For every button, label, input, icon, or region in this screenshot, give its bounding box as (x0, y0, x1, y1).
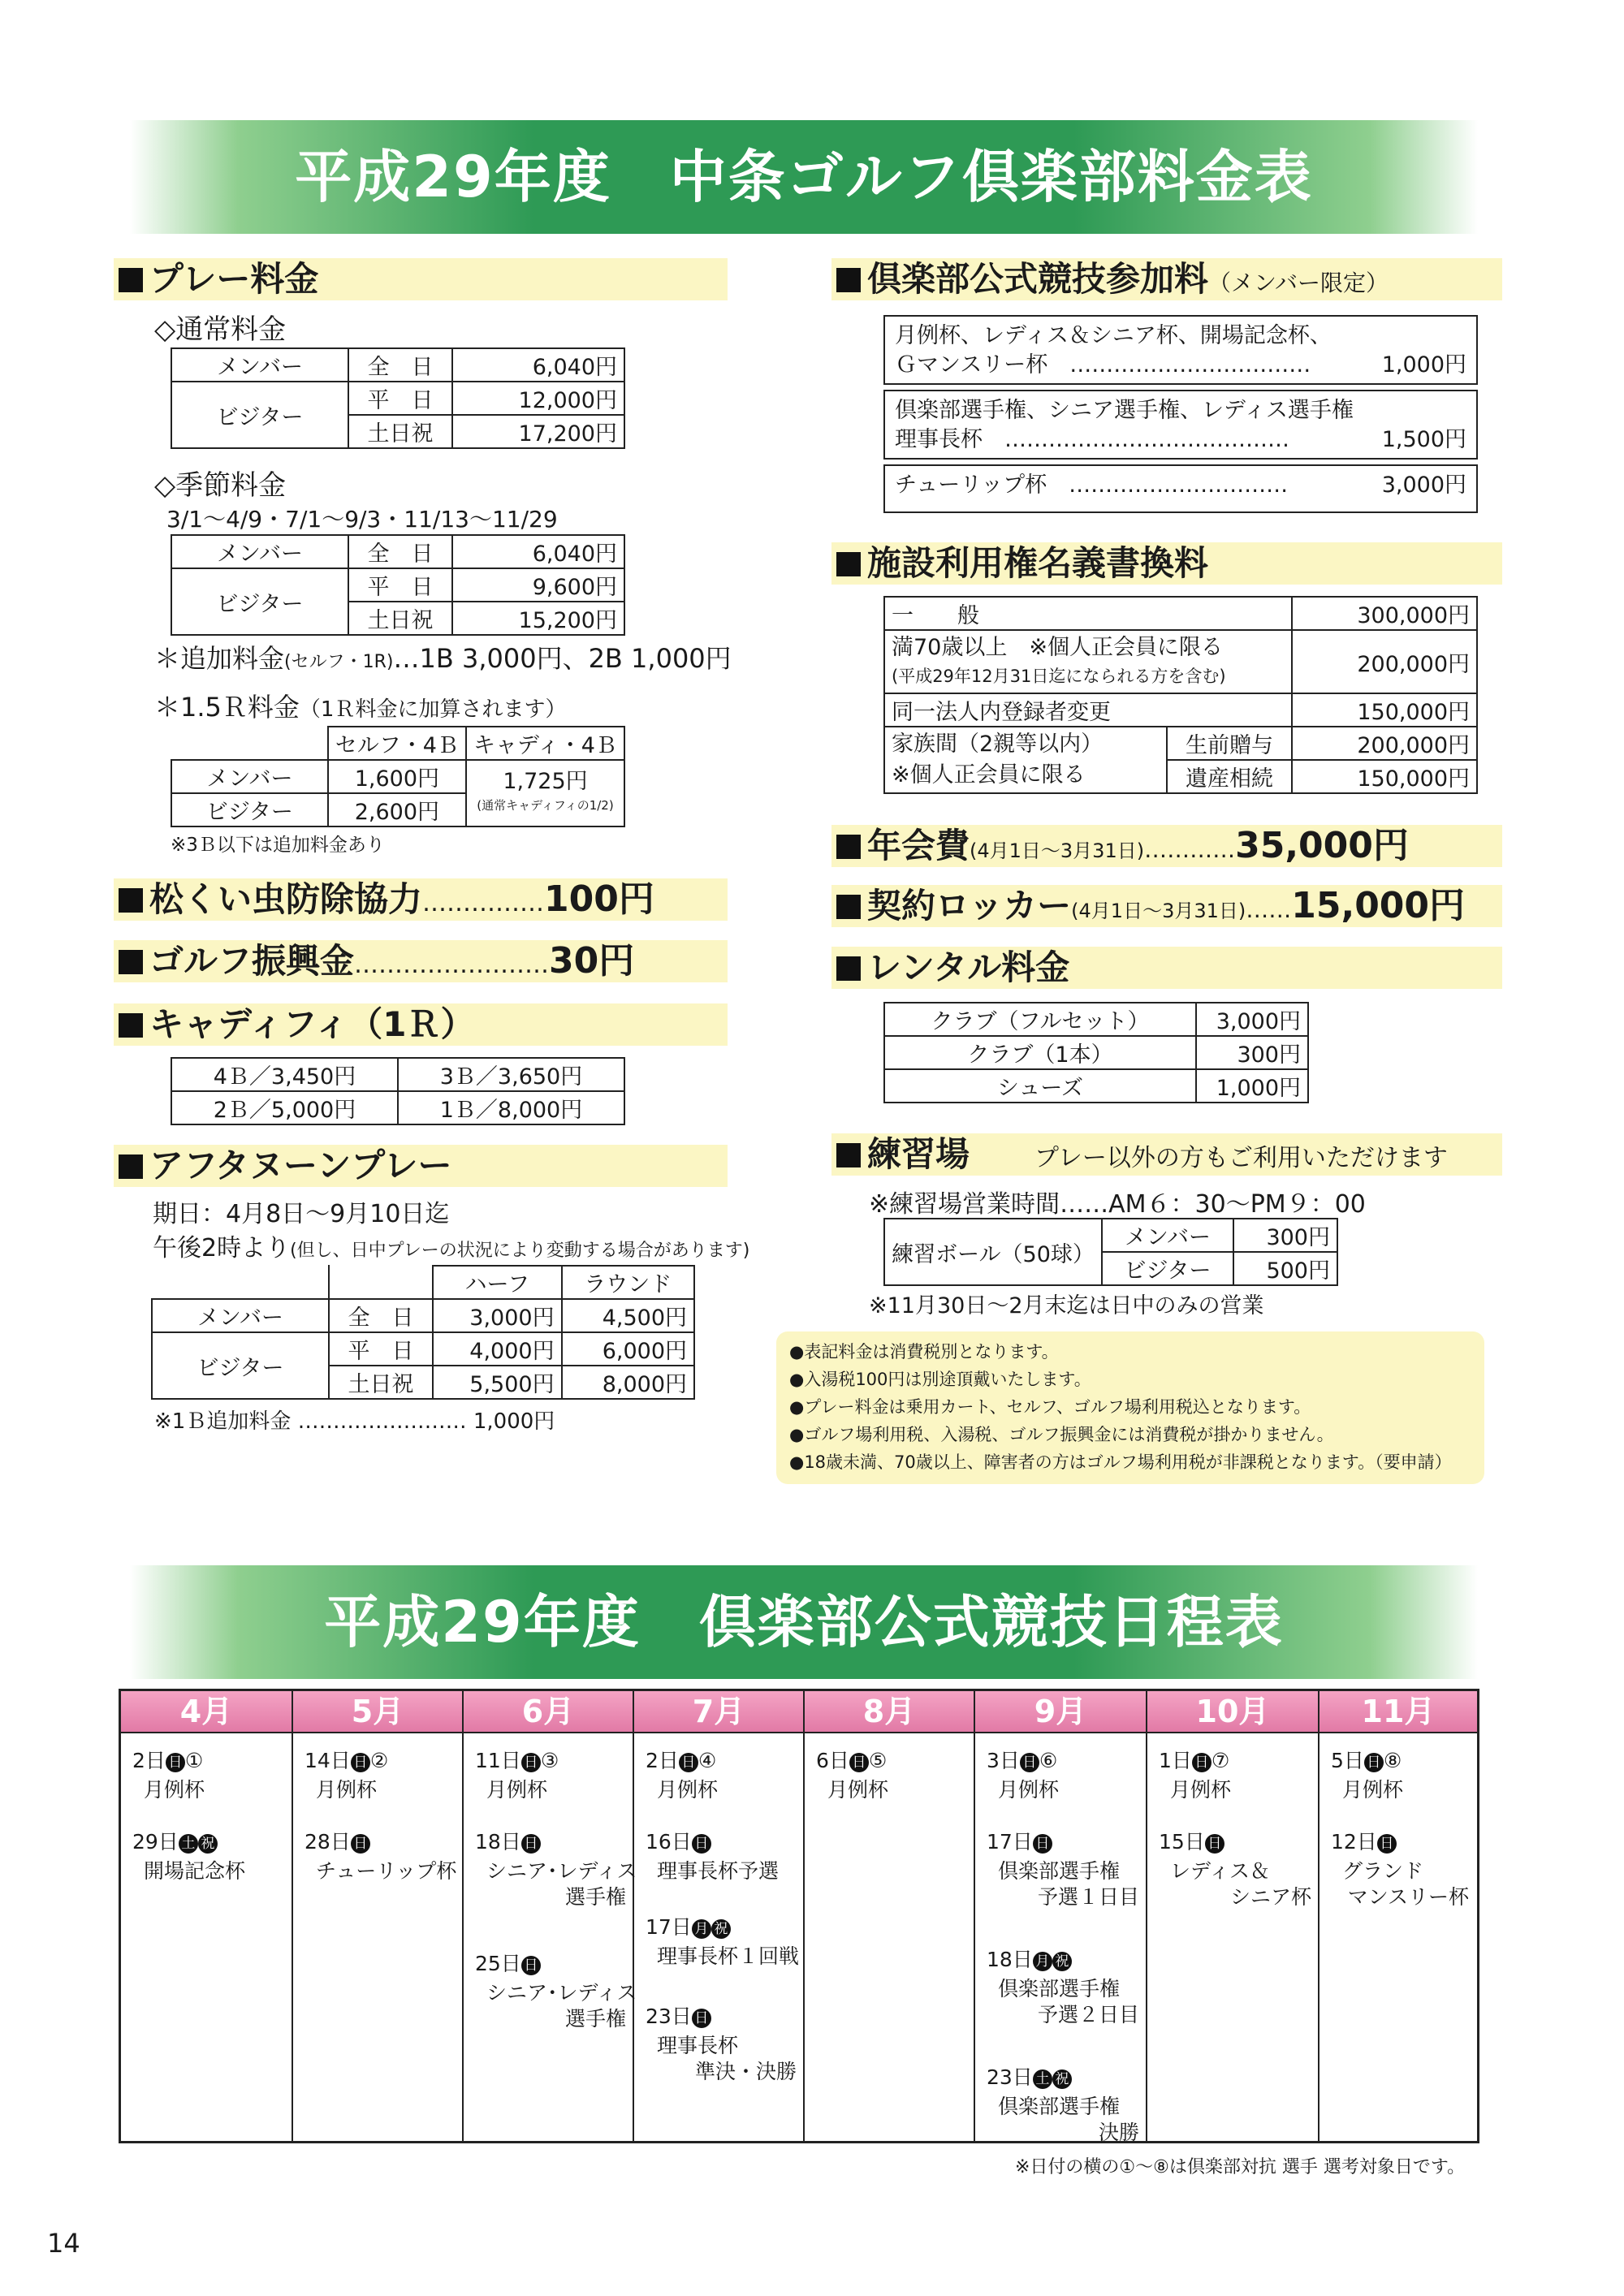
transfer-heading: 施設利用権名義書換料 (831, 542, 1502, 585)
schedule-event (646, 1829, 797, 1884)
month-header: 9月 (975, 1691, 1146, 1733)
weekday-badge-icon: 日 (1364, 1753, 1384, 1772)
selection-number: ⑥ (1039, 1749, 1058, 1772)
event-title: 開場記念杯 (144, 1859, 246, 1883)
weekday-badge-icon: 日 (1020, 1753, 1039, 1772)
event-date: 2日 日 ① (132, 1749, 204, 1772)
schedule-event (475, 1829, 637, 1910)
event-date: 6日 日 ⑤ (816, 1749, 888, 1772)
event-date: 1日 日 ⑦ (1159, 1749, 1230, 1772)
schedule-month-column (805, 1691, 975, 2141)
r15-note: ※3Ｂ以下は追加料金あり (171, 835, 385, 856)
event-date: 29日 土 祝 (132, 1829, 285, 1855)
month-header: 4月 (121, 1691, 292, 1733)
weekday-badge-icon: 祝 (1052, 1952, 1072, 1971)
weekday-badge-icon: 日 (521, 1956, 541, 1975)
schedule-month-column (1147, 1691, 1320, 2141)
event-title-line2: 選手権 (564, 1885, 626, 1909)
schedule-event (987, 2065, 1139, 2146)
afternoon-note: ※1Ｂ追加料金 …………………… 1,000円 (154, 1409, 555, 1434)
month-header: 11月 (1320, 1691, 1477, 1733)
event-title: 倶楽部選手権 (998, 2095, 1121, 2118)
schedule-month-column (293, 1691, 464, 2141)
weekday-badge-icon: 日 (521, 1753, 541, 1772)
event-title-line2: 予選２日目 (1037, 2003, 1139, 2026)
season-fee-title: ◇季節料金 (154, 469, 287, 502)
schedule-banner: 平成29年度 倶楽部公式競技日程表 (130, 1565, 1478, 1679)
event-title: 月例杯 (827, 1778, 889, 1802)
note-line: ●表記料金は消費税別となります。 (789, 1342, 1059, 1362)
selection-number: ④ (698, 1749, 717, 1772)
schedule-event (987, 1947, 1139, 2028)
schedule-event (1159, 1748, 1311, 1803)
event-title: グランド (1342, 1859, 1424, 1883)
event-title: 月例杯 (657, 1778, 719, 1802)
schedule-event (987, 1829, 1139, 1910)
schedule-event (132, 1829, 285, 1884)
month-header: 7月 (634, 1691, 803, 1733)
schedule-month-column (464, 1691, 637, 2141)
weekday-badge-icon: 月 (692, 1919, 711, 1939)
weekday-badge-icon: 月 (1033, 1952, 1052, 1971)
month-header: 10月 (1147, 1691, 1318, 1733)
practice-ball-table: 練習ボール（50球） メンバー 300円 ビジター 500円 (883, 1218, 1338, 1286)
note-line: ●プレー料金は乗用カート、セルフ、ゴルフ場利用税込となります。 (789, 1397, 1311, 1417)
event-title-line2: 予選１日目 (1037, 1885, 1139, 1909)
competition-box-2: 倶楽部選手権、シニア選手権、レディス選手権 理事長杯 ………………………………… 1,500円 (883, 390, 1478, 460)
caddy-heading: キャディフィ（1Ｒ） (114, 1003, 728, 1046)
event-title: 倶楽部選手権 (998, 1977, 1121, 2000)
selection-number: ① (184, 1749, 204, 1772)
rental-heading: レンタル料金 (831, 947, 1502, 989)
weekday-badge-icon: 日 (166, 1753, 185, 1772)
event-title: 月例杯 (316, 1778, 378, 1802)
month-header: 8月 (805, 1691, 974, 1733)
event-title: シニア･レディス (486, 1859, 637, 1883)
event-title: 理事長杯 (657, 2034, 739, 2057)
event-date: 17日 日 (987, 1829, 1139, 1855)
event-date: 18日 日 (475, 1829, 626, 1855)
month-header: 6月 (464, 1691, 633, 1733)
weekday-badge-icon: 日 (849, 1753, 869, 1772)
schedule-event (475, 1951, 637, 2032)
event-title-line2: 決勝 (1098, 2121, 1139, 2144)
event-title: 倶楽部選手権 (998, 1859, 1121, 1883)
season-period: 3/1～4/9・7/1～9/3・11/13～11/29 (166, 506, 558, 533)
event-date: 25日 日 (475, 1951, 626, 1977)
event-title: 月例杯 (998, 1778, 1060, 1802)
weekday-badge-icon: 日 (351, 1753, 370, 1772)
event-date: 17日 月 祝 (646, 1914, 797, 1940)
r15-fee-title: ＊1.5Ｒ料金（1Ｒ料金に加算されます） (154, 692, 567, 723)
event-date: 23日 日 (646, 2004, 797, 2030)
schedule-event (1331, 1748, 1469, 1803)
schedule-event (304, 1829, 456, 1884)
square-bullet-icon (119, 268, 143, 292)
event-date: 11日 日 ③ (475, 1749, 559, 1772)
afternoon-period: 期日：4月8日～9月10日迄 (153, 1200, 450, 1228)
event-title-line2: 準決・決勝 (694, 2060, 797, 2083)
schedule-event (1331, 1829, 1469, 1910)
event-title: 月例杯 (486, 1778, 548, 1802)
event-title: チューリップ杯 (316, 1859, 457, 1883)
event-date: 28日 日 (304, 1829, 456, 1855)
event-date: 12日 日 (1331, 1829, 1469, 1855)
schedule-event (987, 1748, 1139, 1803)
afternoon-from: 午後2時より(但し、日中プレーの状況により変動する場合があります) (153, 1234, 750, 1262)
month-header: 5月 (293, 1691, 462, 1733)
weekday-badge-icon: 祝 (198, 1834, 218, 1854)
event-title: レディス＆ (1170, 1859, 1271, 1883)
competition-box-3: チューリップ杯 ………………………… 3,000円 (883, 464, 1478, 513)
schedule-event (646, 1748, 797, 1803)
event-date: 15日 日 (1159, 1829, 1311, 1855)
event-title: 月例杯 (1342, 1778, 1404, 1802)
event-title: 月例杯 (1170, 1778, 1232, 1802)
regular-fee-table: メンバー 全 日 6,040円 ビジター 平 日 12,000円 土日祝 17,200円 (171, 347, 625, 449)
schedule-event (646, 1914, 800, 1970)
afternoon-heading: アフタヌーンプレー (114, 1145, 728, 1187)
schedule-month-column (121, 1691, 293, 2141)
weekday-badge-icon: 日 (692, 1834, 711, 1854)
event-date: 16日 日 (646, 1829, 797, 1855)
selection-number: ⑦ (1211, 1749, 1230, 1772)
fee-banner: 平成29年度 中条ゴルフ倶楽部料金表 (130, 120, 1478, 234)
note-line: ●18歳未満、70歳以上、障害者の方はゴルフ場利用税が非課税となります。（要申請） (789, 1452, 1452, 1472)
season-fee-table: メンバー 全 日 6,040円 ビジター 平 日 9,600円 土日祝 15,200円 (171, 534, 625, 636)
play-fee-heading: プレー料金 (114, 258, 728, 300)
practice-hours: ※練習場営業時間……AM６：30～PM９：00 (869, 1190, 1366, 1219)
schedule-footnote: ※日付の横の①～⑧は倶楽部対抗 選手 選考対象日です。 (1015, 2157, 1466, 2177)
r15-fee-table: セルフ・4Ｂ キャディ・4Ｂ メンバー 1,600円 1,725円 (通常キャディフィの1/2) ビジター 2,600円 (171, 726, 625, 827)
practice-heading: 練習場 プレー以外の方もご利用いただけます (831, 1133, 1502, 1176)
note-line: ●入湯税100円は別途頂戴いたします。 (789, 1370, 1091, 1389)
weekday-badge-icon: 祝 (1052, 2069, 1072, 2089)
weekday-badge-icon: 日 (521, 1834, 541, 1854)
schedule-event (646, 2004, 797, 2085)
selection-number: ③ (540, 1749, 559, 1772)
event-title: 月例杯 (144, 1778, 205, 1802)
weekday-badge-icon: 日 (692, 2009, 711, 2028)
selection-number: ⑧ (1383, 1749, 1402, 1772)
event-date: 3日 日 ⑥ (987, 1749, 1058, 1772)
event-title: 理事長杯予選 (657, 1859, 780, 1883)
event-title: シニア･レディス (486, 1981, 637, 2005)
event-date: 14日 日 ② (304, 1749, 389, 1772)
golf-promo-heading: ゴルフ振興金……………………30円 (114, 940, 728, 982)
event-date: 18日 月 祝 (987, 1947, 1139, 1973)
weekday-badge-icon: 日 (351, 1834, 370, 1854)
tax-notes-box (776, 1331, 1484, 1484)
schedule-event (475, 1748, 626, 1803)
schedule-month-column (975, 1691, 1147, 2144)
schedule-event (816, 1748, 967, 1803)
rental-fee-table: クラブ（フルセット） 3,000円 クラブ（1本） 300円 シューズ 1,000円 (883, 1002, 1309, 1103)
locker-fee-heading: 契約ロッカー(4月1日～3月31日)……15,000円 (831, 885, 1502, 927)
event-date: 5日 日 ⑧ (1331, 1749, 1402, 1772)
event-date: 2日 日 ④ (646, 1749, 717, 1772)
competition-heading: 倶楽部公式競技参加料（メンバー限定） (831, 258, 1502, 300)
extra-fee-line: ＊追加料金(セルフ・1R)…1B 3,000円、2B 1,000円 (154, 643, 732, 674)
selection-number: ② (369, 1749, 389, 1772)
caddy-fee-table: 4Ｂ／3,450円 3Ｂ／3,650円 2Ｂ／5,000円 1Ｂ／8,000円 (171, 1057, 625, 1125)
practice-winter-note: ※11月30日～2月末迄は日中のみの営業 (869, 1293, 1264, 1318)
event-title-line2: 選手権 (564, 2007, 626, 2031)
note-line: ●ゴルフ場利用税、入湯税、ゴルフ振興金には消費税が掛かりません。 (789, 1425, 1334, 1444)
event-title-line2: マンスリー杯 (1347, 1885, 1469, 1909)
schedule-event (304, 1748, 456, 1803)
schedule-month-column (634, 1691, 805, 2141)
schedule-month-column (1320, 1691, 1477, 2141)
weekday-badge-icon: 日 (1033, 1834, 1052, 1854)
pine-heading: 松くい虫防除協力……………100円 (114, 878, 728, 921)
weekday-badge-icon: 土 (1033, 2069, 1052, 2089)
event-date: 23日 土 祝 (987, 2065, 1139, 2091)
competition-box-1: 月例杯、レディス＆シニア杯、開場記念杯、 Ｇマンスリー杯 …………………………… 1,000円 (883, 315, 1478, 385)
afternoon-fee-table: ハーフ ラウンド メンバー 全 日 3,000円 4,500円 ビジター 平 日 4,000円 6,000円 土日祝 5,500円 8,000円 (151, 1265, 695, 1400)
event-title: 理事長杯１回戦 (657, 1944, 800, 1968)
schedule-table (119, 1689, 1479, 2143)
weekday-badge-icon: 土 (179, 1834, 198, 1854)
annual-fee-heading: 年会費(4月1日～3月31日)…………35,000円 (831, 825, 1502, 867)
transfer-fee-table: 一 般 300,000円 満70歳以上 ※個人正会員に限る (平成29年12月31日迄になられる方を含む) 200,000円 同一法人内登録者変更 150,000円 家族間（2親等以内） ※個人正会員に限る 生前贈与 200,000円 遺産相続 150,000円 (883, 596, 1478, 794)
weekday-badge-icon: 日 (1192, 1753, 1212, 1772)
weekday-badge-icon: 祝 (711, 1919, 731, 1939)
schedule-event (132, 1748, 285, 1803)
selection-number: ⑤ (868, 1749, 888, 1772)
schedule-event (1159, 1829, 1311, 1910)
regular-fee-title: ◇通常料金 (154, 313, 287, 346)
weekday-badge-icon: 日 (1205, 1834, 1224, 1854)
event-title-line2: シニア杯 (1229, 1885, 1311, 1909)
page-number: 14 (47, 2228, 80, 2259)
weekday-badge-icon: 日 (679, 1753, 698, 1772)
weekday-badge-icon: 日 (1377, 1834, 1397, 1854)
